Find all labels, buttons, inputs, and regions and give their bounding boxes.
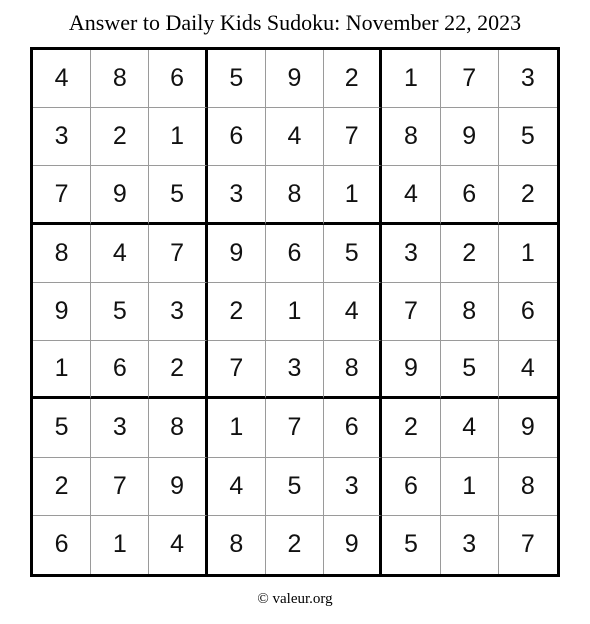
sudoku-cell-r1c8[interactable]: 7 (441, 50, 499, 108)
sudoku-cell-r1c9[interactable]: 3 (499, 50, 557, 108)
sudoku-cell-r3c5[interactable]: 8 (266, 166, 324, 224)
sudoku-cell-r4c7[interactable]: 3 (382, 225, 440, 283)
sudoku-cell-r8c7[interactable]: 6 (382, 458, 440, 516)
sudoku-cell-r6c6[interactable]: 8 (324, 341, 382, 399)
sudoku-cell-r8c1[interactable]: 2 (33, 458, 91, 516)
sudoku-cell-r4c1[interactable]: 8 (33, 225, 91, 283)
sudoku-cell-r6c3[interactable]: 2 (149, 341, 207, 399)
sudoku-cell-r4c8[interactable]: 2 (441, 225, 499, 283)
sudoku-cell-r7c6[interactable]: 6 (324, 399, 382, 457)
sudoku-cell-r2c8[interactable]: 9 (441, 108, 499, 166)
sudoku-cell-r1c7[interactable]: 1 (382, 50, 440, 108)
sudoku-cell-r5c1[interactable]: 9 (33, 283, 91, 341)
sudoku-cell-r4c9[interactable]: 1 (499, 225, 557, 283)
sudoku-cell-r7c9[interactable]: 9 (499, 399, 557, 457)
sudoku-cell-r3c2[interactable]: 9 (91, 166, 149, 224)
sudoku-board (30, 47, 560, 577)
sudoku-cell-r7c4[interactable]: 1 (208, 399, 266, 457)
sudoku-cell-r3c4[interactable]: 3 (208, 166, 266, 224)
sudoku-cell-r2c7[interactable]: 8 (382, 108, 440, 166)
sudoku-cell-r5c9[interactable]: 6 (499, 283, 557, 341)
sudoku-cell-r5c2[interactable]: 5 (91, 283, 149, 341)
sudoku-cell-r8c3[interactable]: 9 (149, 458, 207, 516)
sudoku-cell-r7c2[interactable]: 3 (91, 399, 149, 457)
sudoku-cell-r2c9[interactable]: 5 (499, 108, 557, 166)
sudoku-cell-r8c2[interactable]: 7 (91, 458, 149, 516)
sudoku-cell-r8c4[interactable]: 4 (208, 458, 266, 516)
sudoku-cell-r4c3[interactable]: 7 (149, 225, 207, 283)
sudoku-cell-r6c9[interactable]: 4 (499, 341, 557, 399)
sudoku-cell-r6c1[interactable]: 1 (33, 341, 91, 399)
sudoku-cell-r2c5[interactable]: 4 (266, 108, 324, 166)
sudoku-cell-r2c6[interactable]: 7 (324, 108, 382, 166)
sudoku-cell-r9c6[interactable]: 9 (324, 516, 382, 574)
sudoku-cell-r9c7[interactable]: 5 (382, 516, 440, 574)
sudoku-cell-r3c3[interactable]: 5 (149, 166, 207, 224)
sudoku-cell-r7c7[interactable]: 2 (382, 399, 440, 457)
sudoku-cell-r4c2[interactable]: 4 (91, 225, 149, 283)
sudoku-cell-r6c4[interactable]: 7 (208, 341, 266, 399)
sudoku-cell-r7c8[interactable]: 4 (441, 399, 499, 457)
sudoku-cell-r5c5[interactable]: 1 (266, 283, 324, 341)
sudoku-cell-r6c7[interactable]: 9 (382, 341, 440, 399)
sudoku-cell-r4c6[interactable]: 5 (324, 225, 382, 283)
sudoku-cell-r9c3[interactable]: 4 (149, 516, 207, 574)
sudoku-cell-r8c9[interactable]: 8 (499, 458, 557, 516)
sudoku-cell-r3c1[interactable]: 7 (33, 166, 91, 224)
sudoku-cell-r9c8[interactable]: 3 (441, 516, 499, 574)
sudoku-cell-r9c1[interactable]: 6 (33, 516, 91, 574)
sudoku-cell-r4c4[interactable]: 9 (208, 225, 266, 283)
sudoku-cell-r1c2[interactable]: 8 (91, 50, 149, 108)
sudoku-cell-r2c2[interactable]: 2 (91, 108, 149, 166)
sudoku-cell-r6c5[interactable]: 3 (266, 341, 324, 399)
sudoku-cell-r5c6[interactable]: 4 (324, 283, 382, 341)
sudoku-cell-r6c2[interactable]: 6 (91, 341, 149, 399)
sudoku-cell-r7c5[interactable]: 7 (266, 399, 324, 457)
sudoku-cell-r9c2[interactable]: 1 (91, 516, 149, 574)
sudoku-cell-r3c6[interactable]: 1 (324, 166, 382, 224)
sudoku-cell-r7c3[interactable]: 8 (149, 399, 207, 457)
sudoku-cell-r1c3[interactable]: 6 (149, 50, 207, 108)
sudoku-cell-r6c8[interactable]: 5 (441, 341, 499, 399)
sudoku-cell-r3c7[interactable]: 4 (382, 166, 440, 224)
sudoku-cell-r2c1[interactable]: 3 (33, 108, 91, 166)
sudoku-cell-r9c4[interactable]: 8 (208, 516, 266, 574)
copyright-footer: © valeur.org (257, 591, 333, 607)
sudoku-cell-r2c3[interactable]: 1 (149, 108, 207, 166)
sudoku-cell-r1c6[interactable]: 2 (324, 50, 382, 108)
sudoku-cell-r1c5[interactable]: 9 (266, 50, 324, 108)
sudoku-cell-r8c6[interactable]: 3 (324, 458, 382, 516)
sudoku-cell-r9c9[interactable]: 7 (520, 530, 535, 559)
puzzle-title: Answer to Daily Kids Sudoku: November 22, 2023 (68, 10, 522, 35)
sudoku-cell-r4c5[interactable]: 6 (266, 225, 324, 283)
sudoku-cell-r3c9[interactable]: 2 (499, 166, 557, 224)
sudoku-cell-r2c4[interactable]: 6 (208, 108, 266, 166)
sudoku-cell-r9c5[interactable]: 2 (266, 516, 324, 574)
sudoku-cell-r5c3[interactable]: 3 (149, 283, 207, 341)
sudoku-cell-r5c8[interactable]: 8 (441, 283, 499, 341)
sudoku-cell-r8c5[interactable]: 5 (266, 458, 324, 516)
sudoku-cell-r3c8[interactable]: 6 (441, 166, 499, 224)
sudoku-cell-r5c7[interactable]: 7 (382, 283, 440, 341)
sudoku-cell-r5c4[interactable]: 2 (208, 283, 266, 341)
sudoku-cell-r1c4[interactable]: 5 (208, 50, 266, 108)
sudoku-cell-r1c1[interactable]: 4 (33, 50, 91, 108)
sudoku-cell-r8c8[interactable]: 1 (441, 458, 499, 516)
sudoku-cell-r7c1[interactable]: 5 (33, 399, 91, 457)
